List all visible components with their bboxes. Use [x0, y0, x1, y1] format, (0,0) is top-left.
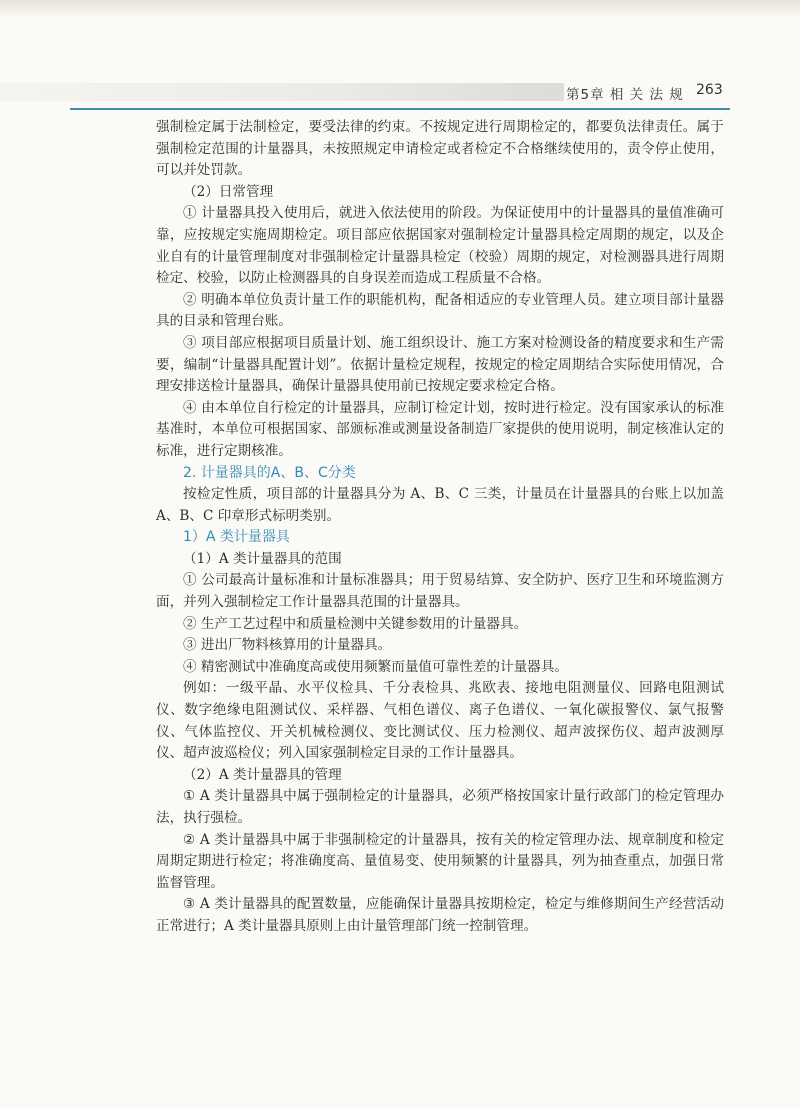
chapter-title: 第5章 相 关 法 规	[566, 87, 684, 103]
body-paragraph: ③ A 类计量器具的配置数量，应能确保计量器具按期检定，检定与维修期间生产经营活动正常进行；A 类计量器具原则上由计量管理部门统一控制管理。	[156, 896, 724, 934]
header-band	[0, 83, 564, 101]
body-paragraph: ② 生产工艺过程中和质量检测中关键参数用的计量器具。	[183, 615, 528, 632]
body-paragraph: ③ 进出厂物料核算用的计量器具。	[183, 637, 392, 654]
body-paragraph: ① 公司最高计量标准和计量标准器具；用于贸易结算、安全防护、医疗卫生和环境监测方面，并列入强制检定工作计量器具范围的计量器具。	[156, 572, 724, 611]
running-header	[0, 80, 800, 106]
body-paragraph: 按检定性质，项目部的计量器具分为 A、B、C 三类，计量员在计量器具的台账上以加盖 A、B、C 印章形式标明类别。	[156, 486, 724, 524]
body-paragraph: ④ 精密测试中准确度高或使用频繁而量值可靠性差的计量器具。	[183, 658, 568, 675]
section-heading: 2. 计量器具的A、B、C分类	[183, 464, 356, 481]
body-paragraph: ④ 由本单位自行检定的计量器具，应制订检定计划，按时进行检定。没有国家承认的标准基准时，本单位可根据国家、部颁标准或测量设备制造厂家提供的使用说明，制定核准认定的标准，进行定期核准。	[156, 399, 724, 459]
body-paragraph: 例如：一级平晶、水平仪检具、千分表检具、兆欧表、接地电阻测量仪、回路电阻测试仪、数字绝缘电阻测试仪、采样器、气相色谱仪、离子色谱仪、一氧化碳报警仪、氯气报警仪、气体监控仪、开关机械检测仪、变比测试仪、压力检测仪、超声波探伤仪、超声波测厚仪、超声波巡检仪；列入国家强制检定目录的工作计量器具。	[156, 680, 724, 762]
body-paragraph: （2）日常管理	[183, 183, 274, 200]
page-number: 263	[696, 82, 723, 98]
body-paragraph: ① A 类计量器具中属于强制检定的计量器具，必须严格按国家计量行政部门的检定管理办法，执行强检。	[156, 788, 724, 826]
body-paragraph: （2）A 类计量器具的管理	[183, 766, 342, 783]
header-rule	[70, 108, 730, 110]
body-paragraph: （1）A 类计量器具的范围	[183, 550, 342, 567]
body-paragraph: ③ 项目部应根据项目质量计划、施工组织设计、施工方案对检测设备的精度要求和生产需要，编制“计量器具配置计划”。依据计量检定规程，按规定的检定周期结合实际使用情况，合理安排送检计量器具，确保计量器具使用前已按规定要求检定合格。	[156, 334, 724, 395]
body-paragraph: 强制检定属于法制检定，要受法律的约束。不按规定进行周期检定的，都要负法律责任。属于强制检定范围的计量器具，未按照规定申请检定或者检定不合格继续使用的，责令停止使用，可以并处罚款。	[156, 119, 724, 179]
body-paragraph: ② 明确本单位负责计量工作的职能机构，配备相适应的专业管理人员。建立项目部计量器具的目录和管理台账。	[156, 291, 724, 330]
page-body	[156, 117, 724, 938]
body-paragraph: ① 计量器具投入使用后，就进入依法使用的阶段。为保证使用中的计量器具的量值准确可靠，应按规定实施周期检定。项目部应依据国家对强制检定计量器具检定周期的规定，以及企业自有的计量管理制度对非强制检定计量器具检定（校验）周期的规定，对检测器具进行周期检定、校验，以防止检测器具的自身误差而造成工程质量不合格。	[156, 205, 724, 287]
page-top-shadow	[0, 0, 800, 18]
section-heading: 1）A 类计量器具	[183, 529, 290, 546]
body-paragraph: ② A 类计量器具中属于非强制检定的计量器具，按有关的检定管理办法、规章制度和检定周期定期进行检定；将准确度高、量值易变、使用频繁的计量器具，列为抽查重点，加强日常监督管理。	[156, 831, 724, 891]
